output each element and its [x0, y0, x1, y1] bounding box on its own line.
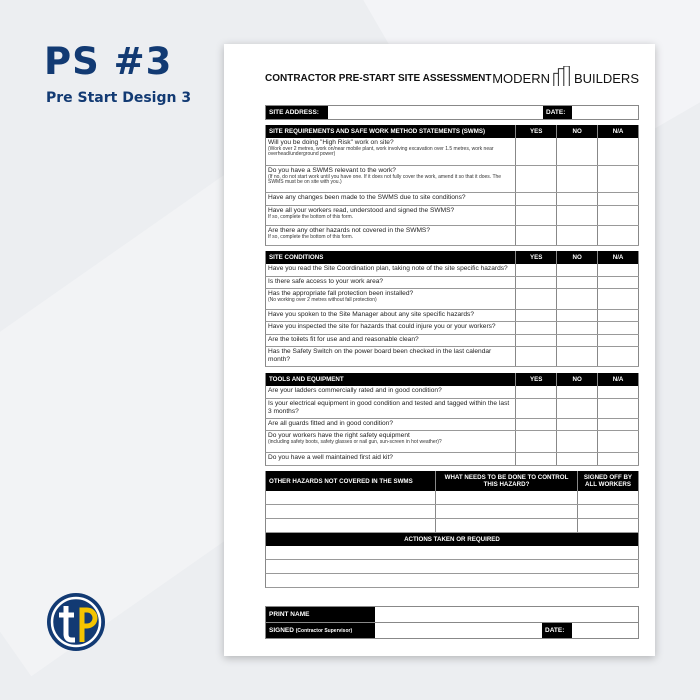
answer-na-cell[interactable] [598, 347, 639, 366]
answer-yes-cell[interactable] [516, 431, 557, 452]
answer-col-header: NO [557, 373, 598, 386]
answer-na-cell[interactable] [598, 431, 639, 452]
answer-yes-cell[interactable] [516, 193, 557, 205]
answer-col-header: YES [516, 251, 557, 264]
question [266, 289, 516, 309]
answer-yes-cell[interactable] [516, 226, 557, 245]
answer-yes-cell[interactable] [516, 386, 557, 398]
answer-no-cell[interactable] [557, 193, 598, 205]
answer-no-cell[interactable] [557, 419, 598, 430]
answer-na-cell[interactable] [598, 138, 639, 165]
answer-no-cell[interactable] [557, 289, 598, 309]
hazard-cell[interactable] [266, 491, 436, 504]
answer-na-cell[interactable] [598, 226, 639, 245]
answer-no-cell[interactable] [557, 264, 598, 276]
answer-no-cell[interactable] [557, 431, 598, 452]
brand-logo [492, 66, 639, 86]
signed-off-cell[interactable] [578, 505, 639, 518]
question-row [265, 322, 639, 335]
question [266, 399, 516, 418]
answer-na-cell[interactable] [598, 277, 639, 288]
question [266, 386, 516, 398]
site-address-field[interactable] [328, 106, 543, 119]
brand-right: BUILDERS [573, 71, 639, 86]
actions-header: ACTIONS TAKEN OR REQUIRED [266, 533, 639, 546]
answer-yes-cell[interactable] [516, 399, 557, 418]
question-note: If so, complete the bottom of this form. [268, 213, 354, 220]
question-text: Have all your workers read, understood and signed the SWMS? [268, 207, 455, 214]
answer-yes-cell[interactable] [516, 264, 557, 276]
action-cell[interactable] [266, 574, 639, 587]
control-cell[interactable] [436, 505, 578, 518]
answer-na-cell[interactable] [598, 335, 639, 346]
date-field[interactable] [572, 106, 638, 119]
answer-col-header: N/A [598, 373, 639, 386]
action-cell[interactable] [266, 560, 639, 573]
signed-text: SIGNED [269, 627, 294, 634]
question-text: Do your workers have the right safety equipment [268, 432, 410, 439]
hazard-row [265, 505, 639, 519]
question-row [265, 431, 639, 453]
answer-col-header: YES [516, 373, 557, 386]
question-row [265, 166, 639, 193]
question-text: Have any changes been made to the SWMS due to site conditions? [268, 194, 466, 201]
question-row [265, 226, 639, 246]
question-note: (including safety boots, safety glasses or nail gun, sun-screen in hot weather)? [268, 438, 442, 445]
question-text: Is there safe access to your work area? [268, 278, 384, 285]
question [266, 277, 516, 288]
question-text: Will you be doing "High Risk" work on site? [268, 139, 394, 146]
answer-yes-cell[interactable] [516, 289, 557, 309]
question-text: Has the appropriate fall protection been installed? [268, 290, 414, 297]
answer-no-cell[interactable] [557, 166, 598, 192]
question-row [265, 386, 639, 399]
question [266, 226, 516, 245]
question-row [265, 264, 639, 277]
answer-yes-cell[interactable] [516, 166, 557, 192]
answer-no-cell[interactable] [557, 347, 598, 366]
question-text: Do you have a well maintained first aid kit? [268, 454, 393, 461]
question [266, 453, 516, 465]
question-text: Have you spoken to the Site Manager about any site specific hazards? [268, 311, 474, 318]
action-row[interactable] [265, 546, 639, 560]
answer-yes-cell[interactable] [516, 453, 557, 465]
form-sheet [224, 44, 655, 656]
answer-no-cell[interactable] [557, 399, 598, 418]
answer-yes-cell[interactable] [516, 310, 557, 321]
print-name-field[interactable] [375, 607, 638, 622]
answer-no-cell[interactable] [557, 322, 598, 334]
hazard-row [265, 519, 639, 533]
product-subtitle: Pre Start Design 3 [46, 90, 192, 106]
print-name-label: PRINT NAME [266, 607, 375, 622]
question [266, 264, 516, 276]
answer-yes-cell[interactable] [516, 335, 557, 346]
answer-no-cell[interactable] [557, 310, 598, 321]
action-cell[interactable] [266, 546, 639, 559]
buildings-icon [552, 66, 572, 86]
answer-no-cell[interactable] [557, 226, 598, 245]
question [266, 347, 516, 366]
signed-note: (Contractor Supervisor) [295, 627, 353, 634]
question-text: Are the toilets fit for use and and reasonable clean? [268, 336, 419, 343]
company-logo-icon [46, 592, 106, 652]
question-note: (Work over 2 metres, work on/near mobile plant, work involving excavation over 1.5 metres, work near overhead/underground power) [268, 145, 494, 158]
answer-na-cell[interactable] [598, 264, 639, 276]
action-row[interactable] [265, 560, 639, 574]
control-cell[interactable] [436, 491, 578, 504]
question [266, 431, 516, 452]
answer-yes-cell[interactable] [516, 322, 557, 334]
signoff-block [265, 606, 639, 639]
question-row [265, 399, 639, 419]
answer-na-cell[interactable] [598, 322, 639, 334]
signed-off-col-header: SIGNED OFF BY ALL WORKERS [578, 471, 639, 491]
question [266, 310, 516, 321]
question-text: Has the Safety Switch on the power board been checked in the last calendar month? [268, 348, 492, 363]
section-title: SITE REQUIREMENTS AND SAFE WORK METHOD STATEMENTS (SWMS) [266, 125, 516, 138]
question [266, 322, 516, 334]
answer-yes-cell[interactable] [516, 347, 557, 366]
answer-na-cell[interactable] [598, 166, 639, 192]
answer-no-cell[interactable] [557, 335, 598, 346]
question-text: Are there any other hazards not covered in the SWMS? [268, 227, 430, 234]
control-cell[interactable] [436, 519, 578, 532]
answer-col-header: NO [557, 125, 598, 138]
answer-na-cell[interactable] [598, 310, 639, 321]
question-row [265, 347, 639, 367]
answer-na-cell[interactable] [598, 206, 639, 225]
control-col-header: WHAT NEEDS TO BE DONE TO CONTROL THIS HAZARD? [436, 471, 578, 491]
question-text: Do you have a SWMS relevant to the work? [268, 167, 396, 174]
question [266, 166, 516, 192]
answer-na-cell[interactable] [598, 419, 639, 430]
hazard-cell[interactable] [266, 519, 436, 532]
question [266, 335, 516, 346]
section-title: SITE CONDITIONS [266, 251, 516, 264]
answer-na-cell[interactable] [598, 193, 639, 205]
hazard-row [265, 491, 639, 505]
section-title: TOOLS AND EQUIPMENT [266, 373, 516, 386]
question-text: Is your electrical equipment in good condition and tested and tagged within the last 3 months? [268, 400, 510, 415]
site-address-label: SITE ADDRESS: [266, 106, 328, 119]
answer-yes-cell[interactable] [516, 277, 557, 288]
answer-no-cell[interactable] [557, 386, 598, 398]
signoff-date-field[interactable] [572, 623, 638, 638]
answer-yes-cell[interactable] [516, 206, 557, 225]
answer-col-header: N/A [598, 251, 639, 264]
question-text: Are all guards fitted and in good condition? [268, 420, 394, 427]
answer-na-cell[interactable] [598, 289, 639, 309]
question-text: Have you read the Site Coordination plan, taking note of the site specific hazards? [268, 265, 508, 272]
answer-na-cell[interactable] [598, 453, 639, 465]
answer-na-cell[interactable] [598, 386, 639, 398]
question-note: (No working over 2 metres without fall protection) [268, 296, 377, 303]
question [266, 206, 516, 225]
hazards-table [265, 471, 639, 588]
question [266, 138, 516, 165]
question-row [265, 277, 639, 289]
question-row [265, 310, 639, 322]
answer-col-header: NO [557, 251, 598, 264]
answer-no-cell[interactable] [557, 138, 598, 165]
answer-no-cell[interactable] [557, 206, 598, 225]
date-label: DATE: [543, 106, 572, 119]
answer-na-cell[interactable] [598, 399, 639, 418]
section-1 [265, 251, 639, 367]
question-row [265, 289, 639, 310]
answer-no-cell[interactable] [557, 277, 598, 288]
signoff-date-label: DATE: [542, 623, 572, 638]
action-row[interactable] [265, 574, 639, 588]
question [266, 193, 516, 205]
question-row [265, 138, 639, 166]
form-title: CONTRACTOR PRE-START SITE ASSESSMENT [265, 73, 492, 84]
signed-off-cell[interactable] [578, 519, 639, 532]
question-row [265, 206, 639, 226]
question-note: If so, complete the bottom of this form. [268, 233, 354, 240]
answer-col-header: N/A [598, 125, 639, 138]
section-2 [265, 373, 639, 466]
question-row [265, 335, 639, 347]
signature-field[interactable] [375, 623, 542, 638]
question-note: (If no, do not start work until you have one. If it does not fully cover the work, amend it so that it does. The SWMS must be on site with you.) [268, 173, 502, 186]
answer-yes-cell[interactable] [516, 419, 557, 430]
question-row [265, 193, 639, 206]
hazards-col-header: OTHER HAZARDS NOT COVERED IN THE SWMS [266, 471, 436, 491]
question [266, 419, 516, 430]
answer-yes-cell[interactable] [516, 138, 557, 165]
answer-col-header: YES [516, 125, 557, 138]
section-0 [265, 125, 639, 246]
answer-no-cell[interactable] [557, 453, 598, 465]
question-text: Are your ladders commercially rated and in good condition? [268, 387, 442, 394]
question-text: Have you inspected the site for hazards that could injure you or your workers? [268, 323, 496, 330]
signed-label [266, 623, 375, 638]
question-row [265, 419, 639, 431]
product-code: PS #3 [44, 40, 173, 83]
brand-left: MODERN [492, 71, 550, 86]
hazard-cell[interactable] [266, 505, 436, 518]
signed-off-cell[interactable] [578, 491, 639, 504]
question-row [265, 453, 639, 466]
